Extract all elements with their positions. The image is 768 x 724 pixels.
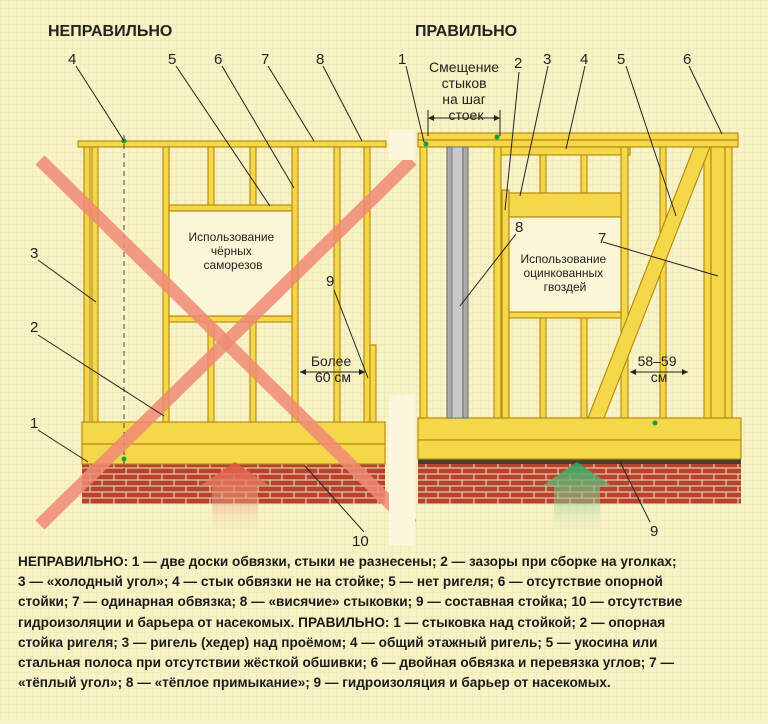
wrong-number: 6 [214, 51, 223, 68]
right-cripple [581, 318, 587, 418]
right-cripple [540, 318, 546, 418]
right-top-plate [418, 133, 738, 140]
legend-caption [18, 552, 754, 693]
right-insulated-stud [452, 147, 463, 418]
wrong-number: 2 [30, 319, 39, 336]
right-joint-dot [495, 135, 500, 140]
wrong-number: 3 [30, 245, 39, 262]
right-stud [704, 147, 711, 418]
wrong-screw-line: чёрных [210, 244, 252, 258]
divider [389, 130, 415, 160]
wrong-number: 7 [261, 51, 270, 68]
wrong-number: 8 [316, 51, 325, 68]
right-nails-line: Использование [520, 252, 607, 266]
wrong-number: 5 [168, 51, 177, 68]
right-number: 9 [650, 523, 659, 540]
wrong-window-sill [169, 316, 292, 322]
right-number: 3 [543, 51, 552, 68]
wrong-stud [92, 147, 98, 422]
wrong-screw-line: Использование [188, 230, 275, 244]
wrong-number: 9 [326, 273, 335, 290]
wrong-stud [84, 147, 90, 422]
divider [389, 395, 415, 545]
right-number: 7 [598, 230, 607, 247]
right-rim-header [500, 147, 630, 155]
wrong-joint-dot [122, 457, 127, 462]
right-nails-line: гвоздей [543, 280, 587, 294]
wrong-number: 1 [30, 415, 39, 432]
right-stud [420, 147, 427, 418]
right-offset-line: стоек [448, 107, 484, 123]
caption-line: стальная полоса при отсутствии жёсткой обшивки; 6 — двойная обвязка и перевязка углов; 7 — [18, 655, 675, 671]
wrong-number: 4 [68, 51, 77, 68]
caption-line: стойки; 7 — одинарная обвязка; 8 — «висячие» стыковки; 9 — составная стойка; 10 — отсутствие [18, 594, 683, 610]
right-jack-stud [502, 190, 509, 418]
wrong-cripple-stud [208, 147, 214, 209]
caption-line: 3 — «холодный угол»; 4 — стык обвязки не на стойке; 5 — нет ригеля; 6 — отсутствие опорной [18, 574, 663, 590]
wrong-spacing-line: 60 см [314, 369, 352, 385]
right-stud [494, 147, 501, 418]
right-cripple [581, 155, 587, 193]
right-joint-dot [424, 142, 429, 147]
right-window-sill [509, 312, 621, 318]
heading-right: ПРАВИЛЬНО [415, 23, 518, 40]
right-joint-dot [653, 421, 658, 426]
right-insulated-stud [447, 147, 452, 418]
right-offset-line: на шаг [442, 91, 486, 107]
right-nails-line: оцинкованных [523, 266, 604, 280]
caption-line: «тёплый угол»; 8 — «тёплое примыкание»; 9 — гидроизоляция и барьер от насекомых. [18, 675, 611, 691]
caption-line: НЕПРАВИЛЬНО: 1 — две доски обвязки, стыки не разнесены; 2 — зазоры при сборке на уголках; [18, 554, 677, 569]
right-insulated-stud [463, 147, 468, 418]
right-corner-stud [725, 147, 732, 418]
right-number: 8 [515, 219, 524, 236]
right-offset-line: стыков [441, 75, 487, 91]
wrong-number: 10 [352, 533, 369, 550]
right-number: 5 [617, 51, 626, 68]
right-sill-plate [418, 440, 741, 459]
wrong-spacing-label [311, 353, 355, 385]
wrong-composite-stud [370, 345, 376, 422]
right-top-plate-2 [418, 140, 738, 147]
right-spacing-line: см [650, 369, 668, 385]
right-number: 1 [398, 51, 407, 68]
right-number: 2 [514, 55, 523, 72]
caption-line: гидроизоляции и барьера от насекомых. ПРАВИЛЬНО: 1 — стыковка над стойкой; 2 — опорная [18, 614, 666, 630]
caption-line: стойка ригеля; 3 — ригель (хедер) над проёмом; 4 — общий этажный ригель; 5 — укосина или [18, 634, 658, 650]
wrong-header [169, 205, 292, 211]
right-stud [621, 147, 628, 418]
right-number: 4 [580, 51, 589, 68]
right-bottom-plate [418, 418, 741, 440]
right-cripple [540, 155, 546, 193]
right-offset-line: Смещение [429, 59, 500, 75]
right-waterproofing [418, 459, 741, 464]
wrong-spacing-line: Более [310, 353, 352, 369]
heading-wrong: НЕПРАВИЛЬНО [48, 23, 173, 40]
wrong-stud [364, 147, 370, 422]
wrong-screw-line: саморезов [203, 258, 263, 272]
right-number: 6 [683, 51, 692, 68]
right-header [509, 193, 621, 217]
right-spacing-line: 58–59 [637, 353, 677, 369]
right-corner-stud [711, 147, 725, 418]
